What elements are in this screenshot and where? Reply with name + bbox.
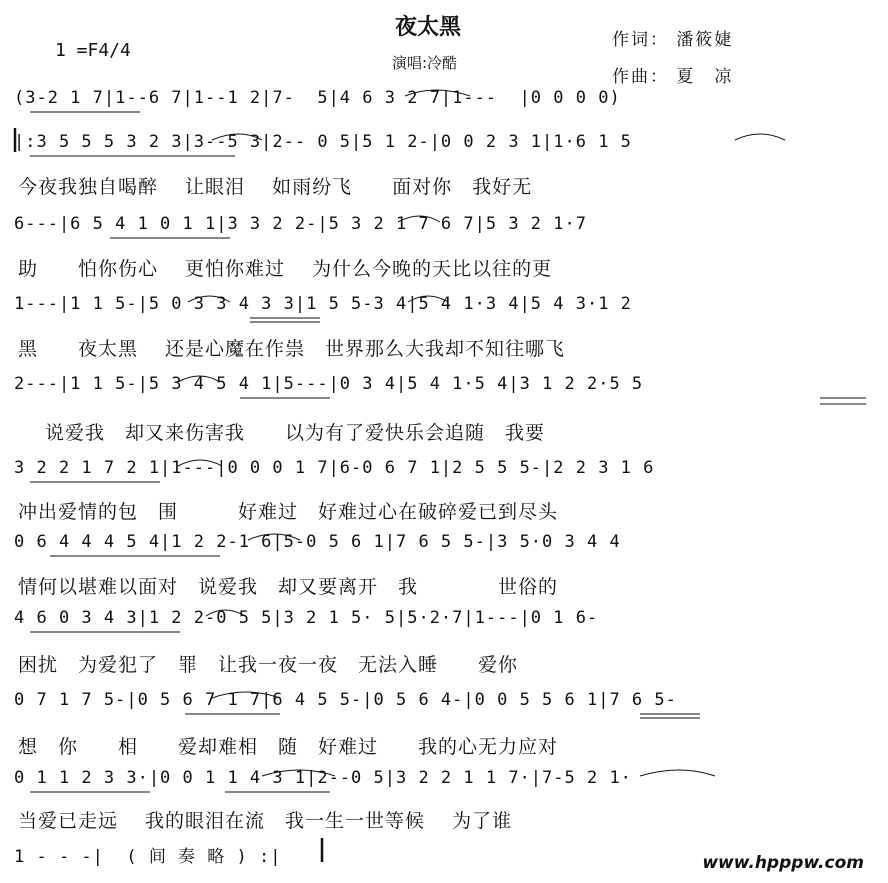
singer-credit: 演唱:冷酷 [392,54,458,72]
notes-row-4: 1---|1 1 5-|5 0 3 3 4 3 3|1 5 5-3 4|5 4 1·3 4|5 4 3·1 2 [14,294,632,314]
notes-row-11: 1 - - -| ( 间 奏 略 ) :| [14,847,282,867]
notes-row-9: 0 7 1 7 5-|0 5 6 7 1 7|6 4 5 5-|0 5 6 4-|0 0 5 5 6 1|7 6 5- [14,690,677,710]
lyricist-credit: 作词： 潘筱婕 [612,30,734,50]
notes-row-3: 6---|6 5 4 1 0 1 1|3 3 2 2-|5 3 2 1 7 6 7|5 3 2 1·7 [14,214,587,234]
lyric-row-6: 冲出爱情的包 围 好难过 好难过心在破碎爱已到尽头 [18,501,559,523]
lyric-row-5: 说爱我 却又来伤害我 以为有了爱快乐会追随 我要 [18,422,546,444]
notes-row-1: (3-2 1 7|1--6 7|1--1 2|7- 5|4 6 3 2 7|1--- |0 0 0 0) [14,88,621,108]
lyric-row-9: 想 你 相 爱却难相 随 好难过 我的心无力应对 [18,736,559,758]
song-title: 夜太黑 [395,15,462,40]
notes-row-8: 4 6 0 3 4 3|1 2 2-0 5 5|3 2 1 5· 5|5·2·7|1---|0 1 6- [14,608,599,628]
composer-credit: 作曲： 夏 凉 [612,67,734,87]
notes-row-7: 0 6 4 4 4 5 4|1 2 2-1 6|5-0 5 6 1|7 6 5 5-|3 5·0 3 4 4 [14,532,621,552]
notes-row-2: |:3 5 5 5 3 2 3|3--5 3|2-- 0 5|5 1 2-|0 0 2 3 1|1·6 1 5 [14,132,632,152]
notes-row-5: 2---|1 1 5-|5 3 4 5 4 1|5---|0 3 4|5 4 1·5 4|3 1 2 2·5 5 [14,374,644,394]
key-signature: 1 =F4/4 [55,40,131,61]
lyric-row-3: 助 怕你伤心 更怕你难过 为什么今晚的天比以往的更 [18,258,553,280]
lyric-row-2: 今夜我独自喝醉 让眼泪 如雨纷飞 面对你 我好无 [18,176,533,198]
lyric-row-8: 困扰 为爱犯了 罪 让我一夜一夜 无法入睡 爱你 [18,654,519,676]
notes-row-10: 0 1 1 2 3 3·|0 0 1 1 4 3 1|2--0 5|3 2 2 1 1 7·|7-5 2 1· [14,768,632,788]
lyric-row-7: 情何以堪难以面对 说爱我 却又要离开 我 世俗的 [18,576,559,598]
site-watermark: www.hpppw.com [702,853,864,873]
lyric-row-10: 当爱已走远 我的眼泪在流 我一生一世等候 为了谁 [18,810,513,832]
notes-row-6: 3 2 2 1 7 2 1|1---|0 0 0 1 7|6-0 6 7 1|2 5 5 5-|2 2 3 1 6 [14,458,655,478]
lyric-row-4: 黑 夜太黑 还是心魔在作祟 世界那么大我却不知往哪飞 [18,338,566,360]
